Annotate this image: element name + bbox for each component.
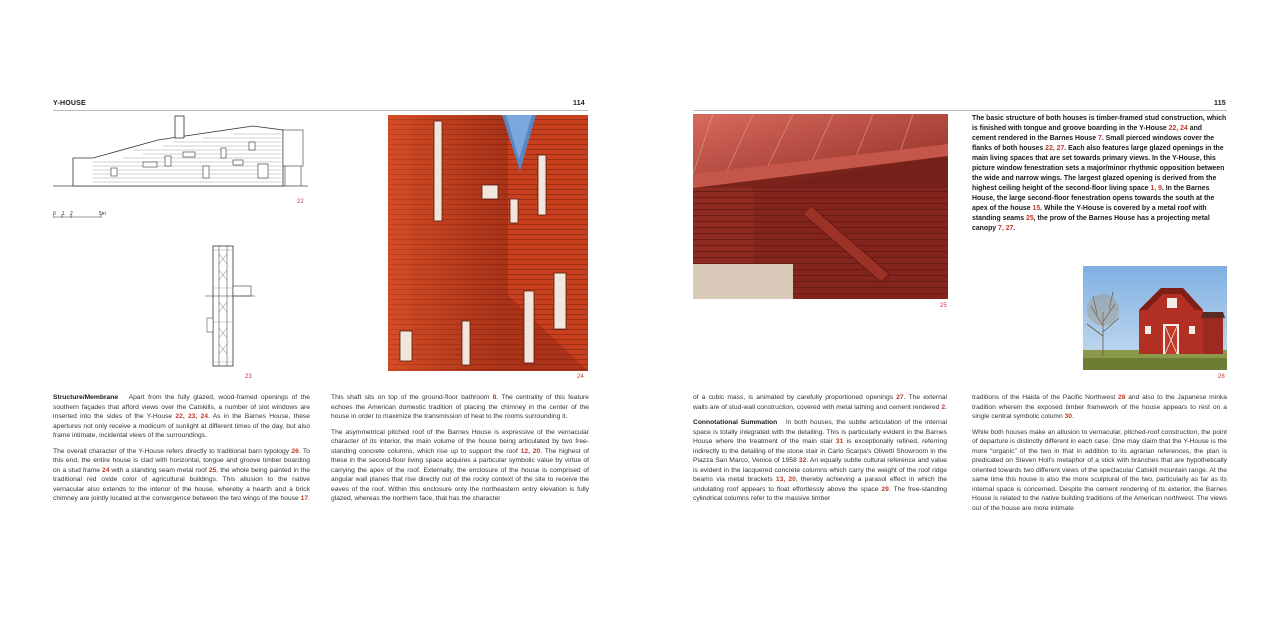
text-run: . [308,495,310,502]
figure-ref[interactable]: 25 [208,466,217,474]
red-facade-photo [388,115,588,371]
text-run: . The free-standing cylindrical columns refer to the massive timber [693,485,948,502]
figure-ref[interactable]: 17 [300,495,309,502]
text-column-4 [972,393,1227,519]
paragraph [972,393,1227,422]
paragraph [53,447,310,504]
text-column-2 [331,393,589,510]
text-run: and cement rendered in the Barnes House [972,125,1202,142]
caption-24: 24 [577,374,584,380]
scale-label-0: 0 [53,211,56,217]
figure-ref[interactable]: 7, 27 [998,225,1014,232]
text-run: While both houses make an allusion to vernacular, pitched-roof construction, the point of departure is distinctly different in each case. One may claim that the Y-House is the more “organic” of the two in that in addition to its agrarian references, the plan is predicated on Steven Holl's metaphor of a stick with branches that are hypothetically oriented towards two different views of the spectacular Catskill mountain range. At the same time this house is also the more sculptural of the two, particularly as far as its internal space is concerned. Despite the cement rendering of its exterior, the Barnes House is related to the native building traditions of the American northwest. The views out of the house are more intimate [972,428,1227,512]
caption-23: 23 [245,374,252,380]
header-rule-right [693,110,1227,111]
subheading-connotational: Connotational Summation [693,419,778,426]
text-column-1 [53,393,310,510]
scale-label-5m: 5m [99,211,106,217]
caption-26: 26 [1218,374,1225,380]
text-run: is exceptionally refined, referring indirectly to the detailing of the stone stair in Carlo Scarpa's Olivetti Showroom in the Piazza San Marco, Venice of 1958 [693,438,947,464]
paragraph [972,428,1227,514]
figure-ref[interactable]: 1, 9 [1150,185,1162,192]
figure-ref[interactable]: 13, 20 [775,476,796,483]
text-run: . The highest of these in the second-floor living space acquires a particular symbolic value by virtue of carrying the apex of the roof. Externally, the enclosure of the house is comprised of angular wall planes that rise directly out of the rocky context of the site to receive the eaves of the roof. Within this enclosure only the northeastern entry elevation is fully glazed, whereas the northern face, that has the character [331,447,589,502]
text-run: . [1072,413,1074,420]
paragraph [331,393,589,422]
text-run: . Small pierced windows cover the flanks of both houses [972,135,1215,152]
figure-ref[interactable]: 8 [492,394,497,401]
text-run: . The centrality of this feature echoes the American domestic tradition of placing the chimney in the center of the house in order to maximize the transmission of heat to the rooms surrounding it. [331,394,589,420]
text-run: of a cubic mass, is animated by carefully proportioned openings [693,394,897,401]
caption-25: 25 [940,303,947,309]
text-run: The asymmetrical pitched roof of the Barnes House is expressive of the vernacular character of its interior, the main volume of the house being articulated by two free-standing concrete columns, which rise up to support the roof [331,428,589,455]
page-number-left: 114 [573,100,585,107]
paragraph [693,393,947,412]
scale-label-2: 2 [70,211,73,217]
caption-22: 22 [297,199,304,205]
red-barn-photo [1083,266,1227,370]
paragraph [53,393,310,441]
paragraph [693,418,947,504]
figure-ref[interactable]: 26 [291,447,299,455]
figure-ref[interactable]: 24 [102,466,110,474]
figure-ref[interactable]: 32 [798,457,807,464]
text-run: Apart from the fully glazed, wood-framed openings of the southern façades that afford views over the Catskills, a number of slot windows are inserted into the sides of the Y-House [53,394,310,420]
figure-ref[interactable]: 22, 23, 24 [175,413,208,420]
figure-ref[interactable]: 22, 24 [1168,125,1188,132]
subheading-structure: Structure/Membrane [53,394,119,401]
paragraph [331,428,589,504]
text-run: and also to the Japanese minka tradition wherein the exposed timber framework of the house appears to rest on a single central symbolic column [972,394,1227,420]
figure-ref[interactable]: 27 [896,394,904,401]
wall-section-drawing [205,244,255,370]
text-column-3 [693,393,947,510]
text-run: . Each also features large glazed openings in the main living spaces that are set towards primary views. In the Y-House, this picture window fenestration sets a major/minor rhythmic opposition between the wide and narrow wings. The largest glazed opening is derived from the highest ceiling height of the second-floor living space [972,145,1225,192]
figure-ref[interactable]: 29 [881,485,889,493]
elevation-drawing [53,112,308,202]
figure-ref[interactable]: 15 [1032,205,1041,212]
text-run: , thereby achieving a parasol effect in which the undulating roof appears to float effortlessly above the space [693,476,948,493]
text-run: The basic structure of both houses is timber-framed stud construction, which is finished with tongue and groove boarding in the Y-House [972,115,1227,132]
text-run: , the prow of the Barnes House has a projecting metal canopy [972,215,1210,232]
figure-ref[interactable]: 25 [1026,215,1034,222]
figure-ref[interactable]: 31 [835,438,844,445]
scale-label-1: 1 [62,211,65,217]
text-run: . To this end, the entire house is clad with horizontal, tongue and groove timber boarding on a stud frame [53,447,310,474]
metal-roof-photo [693,114,948,299]
text-run: This shaft sits on top of the ground-floor bathroom [331,394,493,401]
text-run: . [1013,225,1016,232]
figure-ref[interactable]: 28 [1118,394,1126,401]
figure-ref[interactable]: 7 [1097,135,1102,142]
text-run: . The external walls are of stud-wall construction, covered with metal lathing and cement rendered [693,394,947,411]
text-run: . [945,403,947,411]
intro-paragraph [972,114,1227,234]
header-rule-left [53,110,588,111]
figure-ref[interactable]: 2 [941,403,946,411]
text-run: . While the Y-House is covered by a metal roof with standing seams [972,205,1207,222]
scale-labels [53,211,113,217]
text-run: with a standing seam metal roof [109,466,209,474]
figure-ref[interactable]: 12, 20 [520,447,541,455]
text-run: . As in the Barnes House, these apertures not only receive a modicum of sunlight at different times of the day, but also frame intimate, incidental views of the surroundings. [53,413,310,439]
figure-ref[interactable]: 22, 27 [1045,145,1065,152]
figure-ref[interactable]: 30 [1064,413,1073,420]
page-number-right: 115 [1214,100,1226,107]
text-run: . An equally subtle cultural reference and value is evident in the lacquered concrete columns which carry the weight of the roof ridge beams via metal brackets [693,457,947,483]
section-label: Y-HOUSE [53,100,86,107]
text-run: The overall character of the Y-House refers directly to traditional barn typology [53,447,292,455]
text-run: . In the Barnes House, the large second-floor fenestration opens towards the south at the apex of the house [972,185,1215,212]
text-run: , the whole being painted in the traditional red oxide color of agricultural buildings. This allusion to the native vernacular also extends to the interior of the house, whereby a hearth and a brick chimney are jointly located at the convergence between the two wings of the house [53,466,310,502]
text-run: In both houses, the subtle articulation of the internal space is totally integrated with the detailing. This is particularly evident in the Barnes House where the treatment of the main stair [693,419,948,445]
text-run: traditions of the Haida of the Pacific Northwest [972,394,1119,401]
